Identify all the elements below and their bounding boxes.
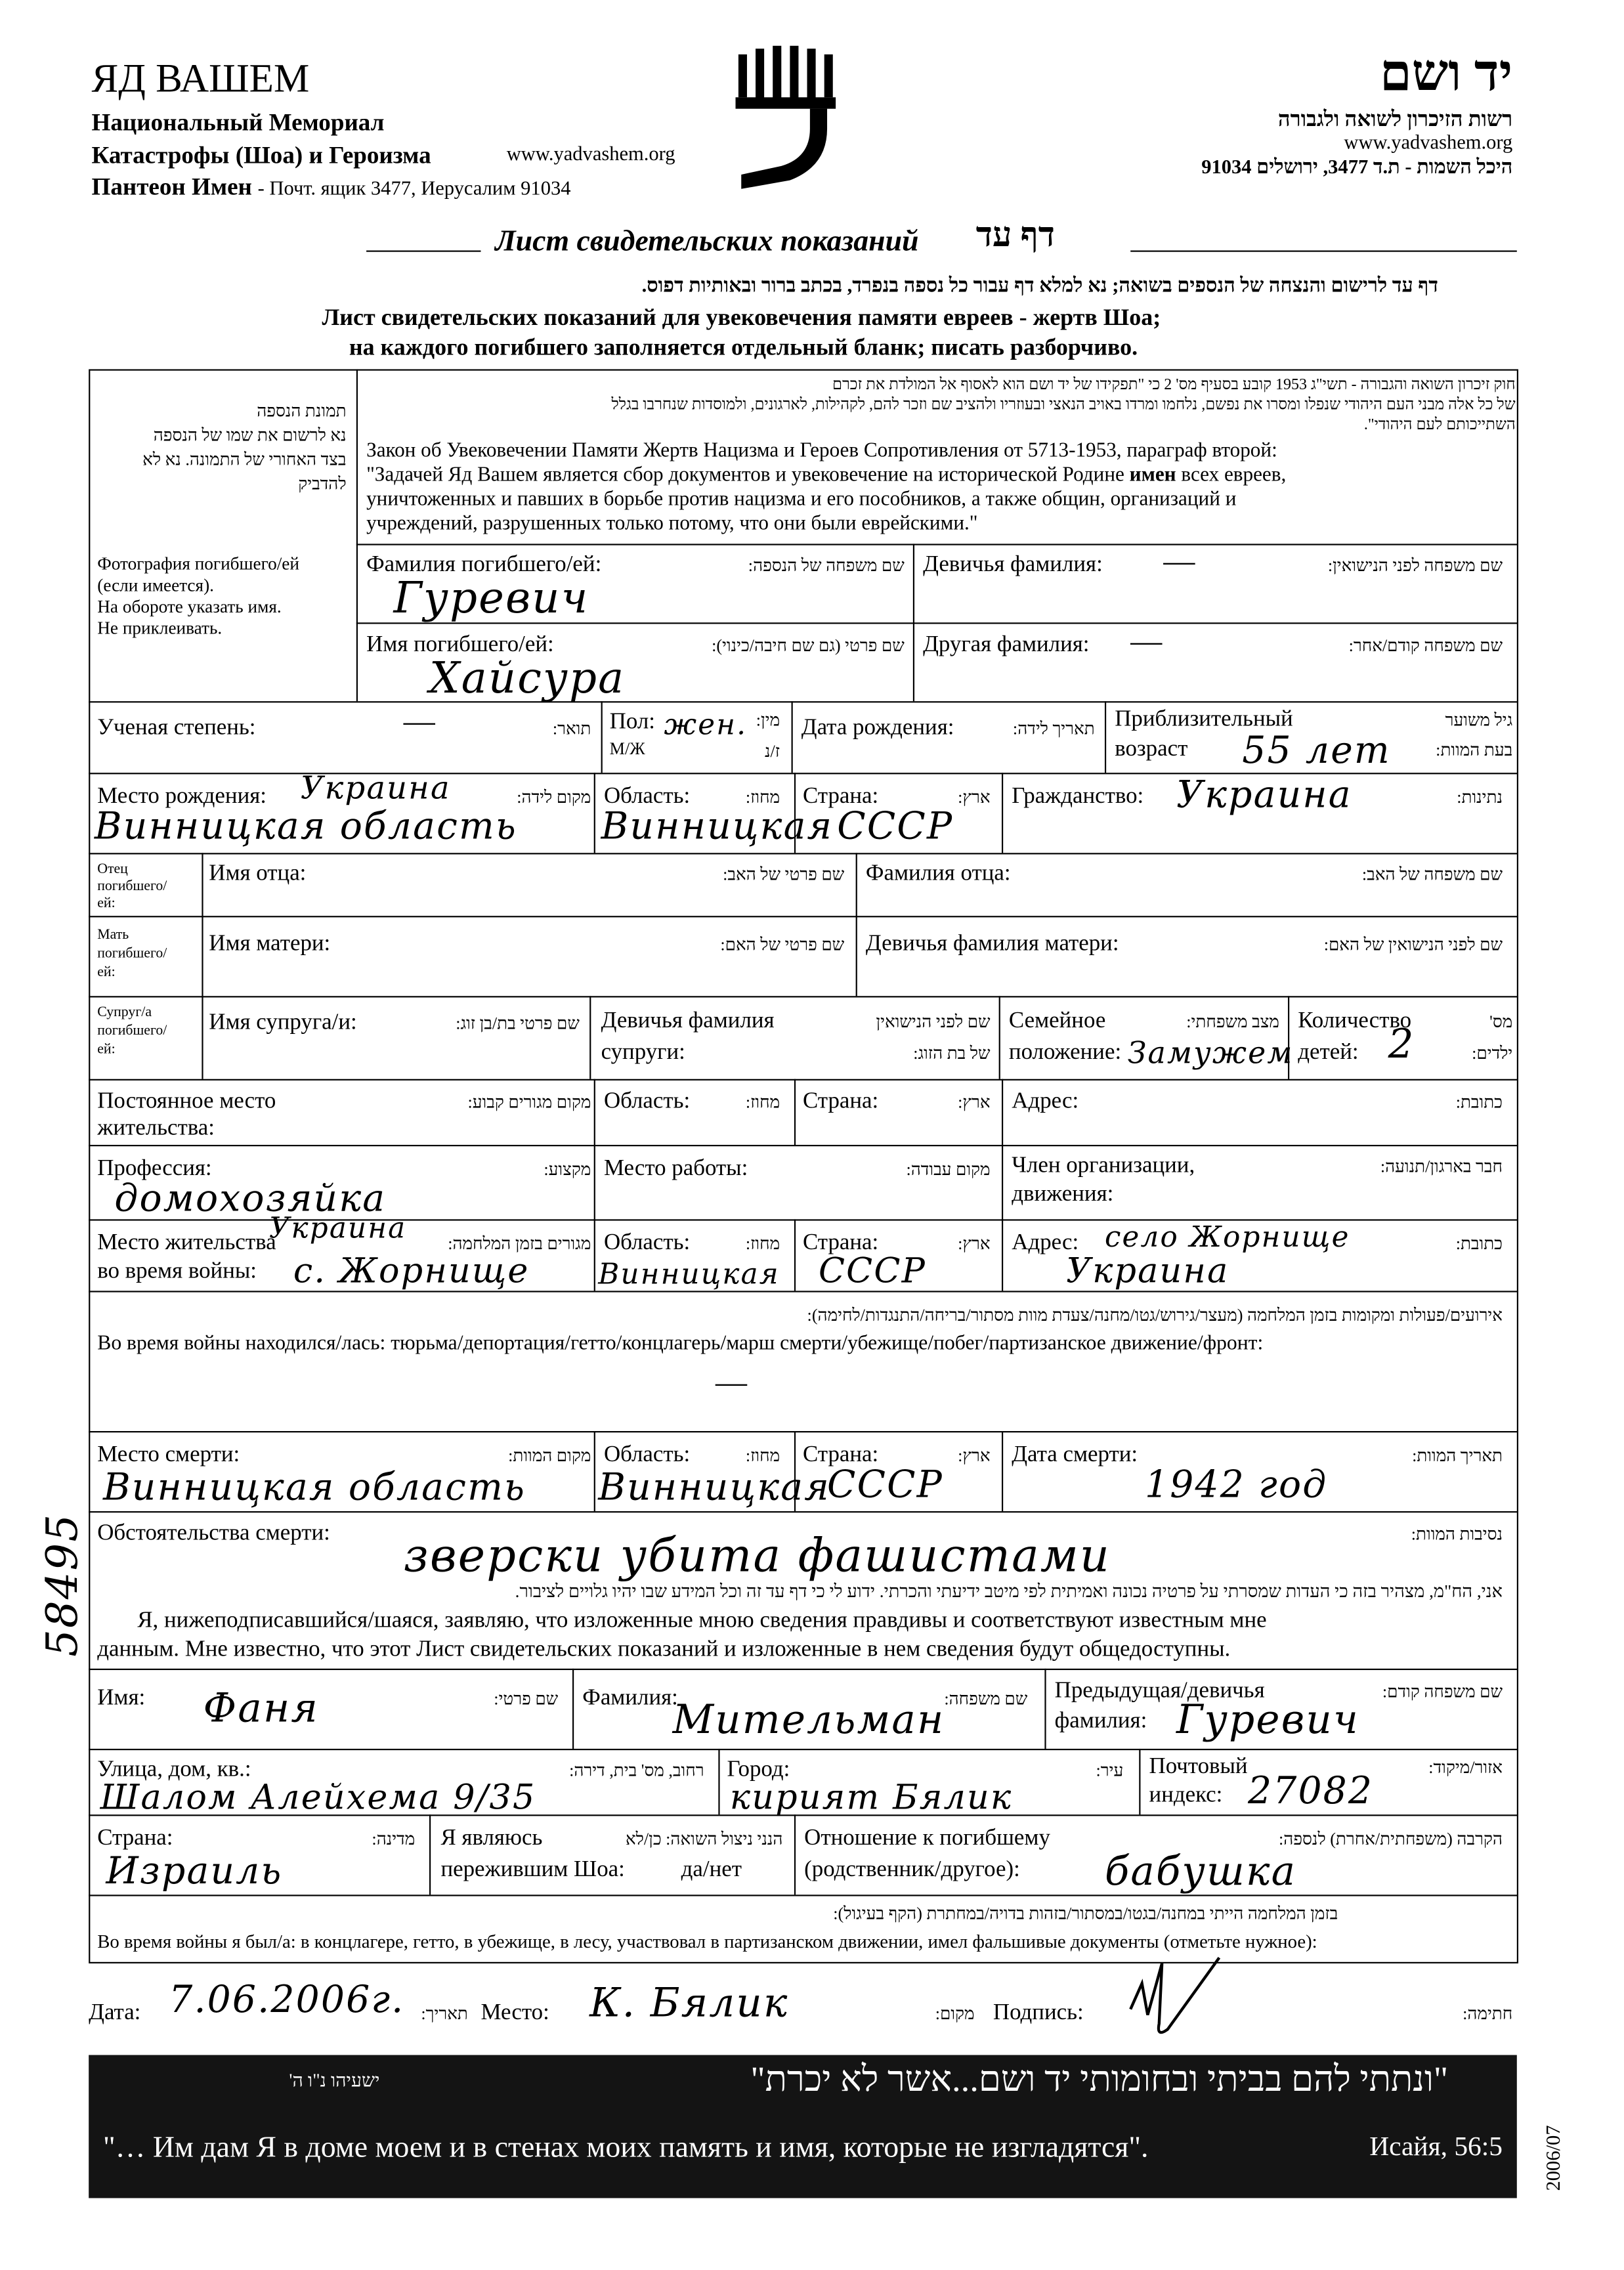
- pantheon-label: Пантеон Имен: [91, 173, 252, 201]
- street-value[interactable]: Шалом Алейхема 9/35: [100, 1777, 536, 1818]
- witness-surname-label: Фамилия:: [582, 1686, 678, 1711]
- death-country-he: ארץ:: [958, 1445, 991, 1466]
- age-label-2: возраст: [1115, 737, 1188, 761]
- spouse-maiden-he-1: שם לפני הנישואין: [876, 1012, 991, 1032]
- family-status-value[interactable]: Замужем: [1127, 1036, 1294, 1071]
- profession-value[interactable]: домохозяйка: [114, 1178, 387, 1221]
- sex-he: מין:: [756, 710, 780, 730]
- sex-mf-he: ז/נ: [765, 741, 780, 761]
- banner-ru-ref: Исайя, 56:5: [1369, 2132, 1503, 2162]
- events-ru: Во время войны находился/лась: тюрьма/депортация/гетто/концлагерь/марш смерти/убежище/побег/партизанское движение/фронт:: [97, 1332, 1264, 1356]
- mother-side-1: Мать: [97, 927, 129, 943]
- wartime-label-2: во время войны:: [97, 1259, 257, 1284]
- membership-label-2: движения:: [1012, 1182, 1114, 1207]
- death-country-label: Страна:: [802, 1442, 879, 1467]
- wartime-label-1: Место жительства: [97, 1230, 276, 1255]
- victim-maiden-value[interactable]: —: [1163, 542, 1195, 578]
- father-name-label: Имя отца:: [209, 861, 307, 886]
- photo-ru-3: На обороте указать имя.: [97, 597, 282, 617]
- date-label: Дата:: [89, 2000, 141, 2025]
- quote-banner: [89, 2055, 1517, 2198]
- form-title-he: דף עד: [975, 217, 1055, 255]
- father-side-2: погибшего/: [97, 878, 167, 895]
- residence-region-he: מחוז:: [745, 1092, 780, 1112]
- zip-value[interactable]: 27082: [1247, 1770, 1374, 1814]
- victim-surname-value[interactable]: Гуревич: [393, 574, 589, 624]
- birth-country-he: ארץ:: [958, 787, 991, 807]
- deathplace-label: Место смерти:: [97, 1442, 240, 1467]
- citizenship-he: נתינות:: [1457, 787, 1503, 807]
- birthdate-label: Дата рождения:: [801, 716, 954, 740]
- relation-he: הקרבה (משפחתית/אחרת) לנספה:: [1279, 1829, 1503, 1849]
- spouse-side-2: погибшего/: [97, 1023, 167, 1039]
- age-he-2: בעת המוות:: [1436, 740, 1513, 760]
- mother-side-3: ей:: [97, 964, 116, 981]
- photo-he-1: תמונת הנספה: [257, 400, 347, 421]
- family-status-label-2: положение:: [1008, 1040, 1122, 1065]
- date-he: תאריך:: [421, 2003, 468, 2024]
- address-ru: - Почт. ящик 3477, Иерусалим 91034: [257, 179, 571, 201]
- victim-other-value[interactable]: —: [1130, 622, 1163, 658]
- birth-region-value[interactable]: Винницкая: [601, 805, 834, 849]
- workplace-label: Место работы:: [603, 1156, 748, 1181]
- photo-ru-2: (если имеется).: [97, 575, 214, 595]
- children-value[interactable]: 2: [1388, 1020, 1415, 1068]
- witness-country-he: מדינה:: [372, 1829, 416, 1849]
- sex-mf: М/Ж: [609, 738, 645, 759]
- spouse-name-he: שם פרטי בת/בן זוג:: [456, 1013, 580, 1033]
- date-value[interactable]: 7.06.2006г.: [169, 1979, 405, 2023]
- witness-prev-value[interactable]: Гуревич: [1176, 1696, 1360, 1744]
- birth-country-value[interactable]: СССР: [837, 805, 954, 849]
- place-label: Место:: [481, 2000, 549, 2025]
- wartime-region-label: Область:: [603, 1230, 691, 1255]
- side-number: 58495: [38, 1512, 89, 1657]
- during-he: בזמן המלחמה הייתי במחנה/בגטו/במסתור/בזהות בדויה/במחתרת (הקף בעיגול):: [833, 1903, 1338, 1923]
- website-right: www.yadvashem.org: [1344, 133, 1513, 155]
- law-ru-2a: "Задачей Яд Вашем является сбор документов и увековечение на исторической Родине: [366, 463, 1124, 487]
- law-ru-1: Закон об Увековечении Памяти Жертв Нацизма и Героев Сопротивления от 5713-1953, параграф второй:: [366, 439, 1277, 463]
- spouse-maiden-label-1: Девичья фамилия: [601, 1008, 775, 1033]
- sex-label: Пол:: [609, 710, 655, 735]
- death-date-label: Дата смерти:: [1012, 1442, 1138, 1467]
- place-he: מקום:: [935, 2003, 975, 2024]
- law-he-2: של כל אלה מבני העם היהודי שנפלו ומסרו את נפשם, נלחמו ומרדו באויב הנאצי ובעוזריו ולהציב שם וזכר להם, לקהילות, לארגונים, ולמוסדות שנחרבו בגלל: [611, 396, 1516, 414]
- witness-prev-label-1: Предыдущая/девичья: [1054, 1679, 1265, 1703]
- witness-country-value[interactable]: Израиль: [106, 1850, 283, 1894]
- wartime-country-value[interactable]: СССР: [818, 1251, 927, 1291]
- banner-he-ref: ישעיהו נ"ו ה': [289, 2069, 380, 2091]
- degree-label: Ученая степень:: [97, 716, 256, 740]
- instructions-he: דף עד לרישום והנצחה של הנספים בשואה; נא למלא דף עבור כל נספה בנפרד, בכתב ברור ובאותיות דפוס.: [641, 276, 1438, 298]
- children-he-1: מס': [1489, 1012, 1513, 1032]
- wartime-region-he: מחוז:: [745, 1233, 780, 1254]
- survivor-label-2: пережившим Шоа:: [440, 1857, 625, 1882]
- city-he: עיר:: [1096, 1760, 1124, 1780]
- residence-address-he: כתובת:: [1455, 1092, 1503, 1112]
- birthplace-label: Место рождения:: [97, 784, 267, 809]
- workplace-he: מקום עבודה:: [906, 1159, 991, 1180]
- death-region-he: מחוז:: [745, 1445, 780, 1466]
- birthplace-he: מקום לידה:: [517, 787, 591, 807]
- membership-he: חבר בארגון/תנועה:: [1380, 1156, 1503, 1176]
- father-side-1: Отец: [97, 861, 128, 878]
- wartime-value-top[interactable]: Украина: [268, 1210, 407, 1245]
- relation-label-2: (родственник/другое):: [804, 1857, 1020, 1882]
- survivor-he: הנני ניצול השואה: כן/לא: [625, 1829, 783, 1849]
- law-ru-2: [366, 463, 1286, 488]
- law-he-1: חוק זיכרון השואה והגבורה - תשי"ג 1953 קובע בסעיף מס' 2 כי "תפקידו של יד ושם הוא לאסוף אל המולדת את זכרם: [832, 376, 1516, 394]
- city-label: Город:: [727, 1757, 790, 1782]
- birthplace-value[interactable]: Украина: [300, 771, 451, 807]
- events-value[interactable]: —: [716, 1363, 747, 1400]
- law-ru-4: учреждений, разрушенных только потому, что они были еврейскими.": [366, 512, 978, 536]
- spouse-side-1: Супруг/а: [97, 1004, 152, 1021]
- photo-ru-1: Фотография погибшего/ей: [97, 553, 299, 574]
- witness-prev-label-2: фамилия:: [1054, 1708, 1147, 1733]
- age-value[interactable]: 55 лет: [1242, 729, 1391, 773]
- wartime-region-value[interactable]: Винницкая: [598, 1256, 780, 1291]
- residence-label-2: жительства:: [97, 1116, 215, 1141]
- residence-country-label: Страна:: [802, 1088, 879, 1114]
- photo-he-4: להדביק: [298, 473, 347, 494]
- mother-maiden-label: Девичья фамилия матери:: [865, 932, 1119, 956]
- form-title-ru: Лист свидетельских показаний: [495, 223, 919, 258]
- death-circ-value[interactable]: зверски убита фашистами: [403, 1528, 1111, 1583]
- wartime-address-value-1[interactable]: село Жорнище: [1104, 1219, 1350, 1254]
- membership-label-1: Член организации,: [1012, 1153, 1195, 1178]
- spouse-side-3: ей:: [97, 1042, 116, 1058]
- father-surname-he: שם משפחה של האב:: [1361, 864, 1503, 885]
- website-left: www.yadvashem.org: [506, 144, 675, 166]
- death-country-value[interactable]: СССР: [827, 1464, 944, 1507]
- declaration-ru-2: данным. Мне известно, что этот Лист свидетельских показаний и изложенные в нем сведения будут общедоступны.: [97, 1637, 1231, 1661]
- zip-label-1: Почтовый: [1149, 1754, 1248, 1779]
- org-line2-he: היכל השמות - ת.ד 3477, ירושלים 91034: [1201, 157, 1513, 179]
- victim-maiden-label: Девичья фамилия:: [923, 552, 1103, 577]
- age-he-1: גיל משוער: [1445, 710, 1513, 730]
- spouse-maiden-label-2: супруги:: [601, 1040, 685, 1065]
- banner-he: "ונתתי להם בביתי ובחומותי יד ושם...אשר לא יכרת": [750, 2061, 1449, 2100]
- instructions-ru-1: Лист свидетельских показаний для увековечения памяти евреев - жертв Шоа;: [322, 303, 1161, 331]
- law-ru-2c: всех евреев,: [1181, 463, 1287, 487]
- wartime-address-value-2[interactable]: Украина: [1066, 1251, 1229, 1291]
- city-value[interactable]: кирият Бялик: [729, 1777, 1013, 1818]
- spouse-name-label: Имя супруга/и:: [209, 1010, 357, 1035]
- org-title-he: יד ושם: [1379, 44, 1513, 102]
- witness-name-he: שם פרטי:: [494, 1688, 559, 1709]
- witness-surname-he: שם משפחה:: [944, 1688, 1028, 1709]
- mother-name-he: שם פרטי של האם:: [720, 934, 845, 955]
- father-side-3: ей:: [97, 895, 116, 912]
- relation-value[interactable]: бабушка: [1104, 1847, 1297, 1895]
- place-value[interactable]: К. Бялик: [589, 1979, 789, 2026]
- witness-country-label: Страна:: [97, 1826, 173, 1851]
- children-label-1: Количество: [1298, 1008, 1412, 1033]
- zip-he: אזור/מיקוד:: [1428, 1757, 1503, 1778]
- wartime-country-label: Страна:: [802, 1230, 879, 1255]
- residence-he: מקום מגורים קבוע:: [467, 1092, 591, 1112]
- org-line2-ru: Катастрофы (Шоа) и Героизма: [91, 141, 431, 169]
- age-label-1: Приблизительный: [1115, 706, 1293, 731]
- events-he: אירועים/פעולות ומקומות בזמן המלחמה (מעצר/גירוש/גטו/מחנה/צעדת מוות מסתור/בריחה/התנגדות/לחימה):: [807, 1305, 1503, 1325]
- photo-ru-4: Не приклеивать.: [97, 618, 223, 639]
- sex-value[interactable]: жен.: [664, 706, 748, 742]
- birthdate-he: תאריך לידה:: [1012, 718, 1095, 739]
- victim-surname-label: Фамилия погибшего/ей:: [366, 552, 602, 577]
- wartime-address-label: Адрес:: [1012, 1230, 1079, 1255]
- survivor-value[interactable]: да/нет: [681, 1857, 742, 1882]
- victim-name-label: Имя погибшего/ей:: [366, 632, 554, 657]
- witness-prev-he: שם משפחה קודם:: [1382, 1681, 1503, 1702]
- residence-address-label: Адрес:: [1012, 1088, 1079, 1114]
- yad-vashem-logo: [727, 43, 838, 193]
- family-status-label-1: Семейное: [1008, 1008, 1106, 1033]
- victim-other-label: Другая фамилия:: [923, 632, 1090, 657]
- death-circ-label: Обстоятельства смерти:: [97, 1521, 330, 1546]
- children-he-2: ילדים:: [1472, 1043, 1513, 1063]
- victim-surname-he: שם משפחה של הנספה:: [748, 555, 905, 576]
- wartime-he: מגורים בזמן המלחמה:: [448, 1233, 591, 1254]
- birth-country-label: Страна:: [802, 784, 879, 809]
- declaration-ru-1: Я, нижеподписавшийся/шаяся, заявляю, что изложенные мною сведения правдивы и соответствуют известным мне: [137, 1608, 1267, 1633]
- birth-region-he: מחוז:: [745, 787, 780, 807]
- banner-ru: "… Им дам Я в доме моем и в стенах моих память и имя, которые не изгладятся".: [102, 2129, 1149, 2164]
- mother-name-label: Имя матери:: [209, 932, 331, 956]
- wartime-address-he: כתובת:: [1455, 1233, 1503, 1254]
- children-label-2: детей:: [1298, 1040, 1359, 1065]
- deathplace-he: מקום המוות:: [508, 1445, 591, 1466]
- degree-he: תואר:: [552, 718, 591, 739]
- street-he: רחוב, מס' בית, דירה:: [569, 1760, 704, 1780]
- death-region-value[interactable]: Винницкая: [598, 1467, 830, 1510]
- citizenship-value[interactable]: Украина: [1176, 774, 1352, 817]
- mother-side-2: погибшего/: [97, 945, 167, 962]
- death-date-value[interactable]: 1942 год: [1145, 1464, 1328, 1507]
- org-line1-he: רשות הזיכרון לשואה ולגבורה: [1277, 108, 1513, 132]
- residence-label-1: Постоянное место: [97, 1088, 276, 1114]
- victim-name-value[interactable]: Хайсура: [429, 654, 626, 704]
- profession-he: מקצוע:: [544, 1159, 591, 1180]
- death-date-he: תאריך המוות:: [1412, 1445, 1503, 1466]
- survivor-label-1: Я являюсь: [440, 1826, 543, 1851]
- witness-name-value[interactable]: Фаня: [203, 1684, 319, 1732]
- law-he-3: השתייכותם לעם היהודי".: [1363, 416, 1516, 434]
- declaration-he: אני, הח"מ, מצהיר בזה כי העדות שמסרתי על פרטיה נכונה ואמיתית לפי מיטב ידיעתי והכרתי. ידוע לי כי דף עד זה וכל המידע שבו יהיו גלויים לציבור.: [515, 1581, 1503, 1602]
- photo-he-3: בצד האחורי של התמונה. נא לא: [142, 449, 347, 470]
- residence-country-he: ארץ:: [958, 1092, 991, 1112]
- spouse-maiden-he-2: של בת הזוג:: [913, 1043, 991, 1063]
- death-circ-he: נסיבות המוות:: [1411, 1524, 1503, 1545]
- birth-region-label: Область:: [603, 784, 691, 809]
- law-ru-3: уничтоженных и павших в борьбе против нацизма и его пособников, а также общин, организаций и: [366, 488, 1237, 511]
- signature-he: חתימה:: [1463, 2003, 1513, 2024]
- mother-maiden-he: שם לפני הנישואין של האם:: [1323, 934, 1503, 955]
- victim-other-he: שם משפחה קודם/אחר:: [1348, 635, 1503, 656]
- degree-value[interactable]: —: [403, 702, 435, 739]
- deathplace-value[interactable]: Винницкая область: [102, 1467, 526, 1510]
- father-surname-label: Фамилия отца:: [865, 861, 1011, 886]
- law-ru-2b: имен: [1129, 463, 1176, 487]
- witness-name-label: Имя:: [97, 1686, 146, 1711]
- father-name-he: שם פרטי של האב:: [723, 864, 845, 885]
- victim-name-he: שם פרטי (גם שם חיבה/כינוי):: [712, 635, 905, 656]
- during-ru: Во время войны я был/а: в концлагере, гетто, в убежище, в лесу, участвовал в партизанском движении, имел фальшивые документы (отметьте нужное):: [97, 1930, 1317, 1952]
- street-label: Улица, дом, кв.:: [97, 1757, 251, 1782]
- profession-label: Профессия:: [97, 1156, 212, 1181]
- residence-region-label: Область:: [603, 1088, 691, 1114]
- birthplace-value-2[interactable]: Винницкая область: [94, 805, 517, 849]
- org-line3-ru: [92, 173, 571, 202]
- org-title-ru: ЯД ВАШЕМ: [91, 57, 310, 102]
- witness-surname-value[interactable]: Мительман: [672, 1696, 945, 1744]
- side-code: 2006/07: [1544, 2125, 1566, 2191]
- family-status-he: מצב משפחתי:: [1186, 1012, 1279, 1032]
- victim-maiden-he: שם משפחה לפני הנישואין:: [1327, 555, 1503, 576]
- wartime-country-he: ארץ:: [958, 1233, 991, 1254]
- photo-he-2: נא לרשום את שמו של הנספה: [153, 425, 347, 445]
- signature-mark: [1119, 1952, 1233, 2041]
- death-region-label: Область:: [603, 1442, 691, 1467]
- zip-label-2: индекс:: [1149, 1783, 1223, 1808]
- wartime-value[interactable]: с. Жорнище: [293, 1251, 530, 1291]
- relation-label-1: Отношение к погибшему: [804, 1826, 1050, 1851]
- signature-label: Подпись:: [993, 2000, 1084, 2025]
- citizenship-label: Гражданство:: [1012, 784, 1144, 809]
- instructions-ru-2: на каждого погибшего заполняется отдельный бланк; писать разборчиво.: [349, 333, 1138, 361]
- org-line1-ru: Национальный Мемориал: [91, 108, 385, 137]
